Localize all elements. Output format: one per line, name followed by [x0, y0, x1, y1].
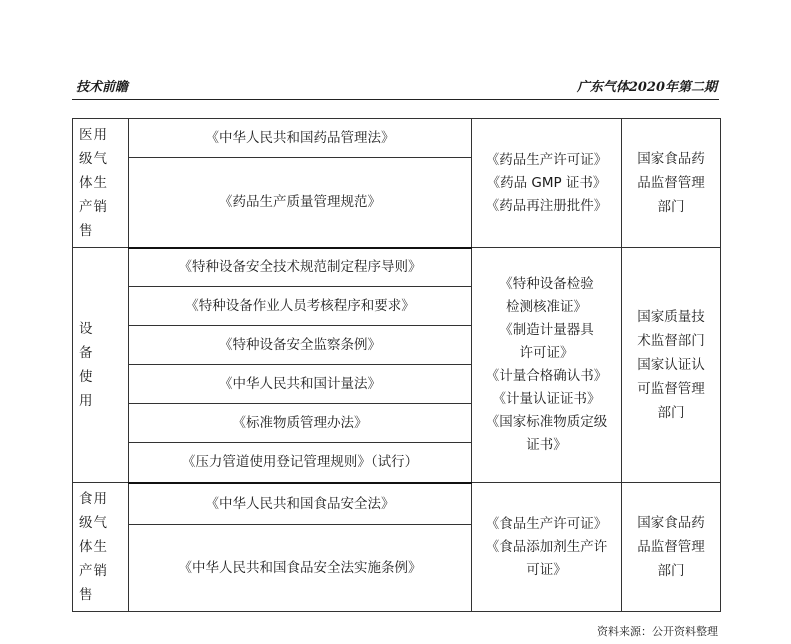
certificate-item: 《国家标准物质定级证书》	[485, 414, 608, 453]
certificate-item: 《特种设备检验检测核准证》	[499, 276, 594, 315]
law-cell: 《中华人民共和国食品安全法实施条例》	[129, 525, 472, 612]
law-cell: 《压力管道使用登记管理规则》（试行）	[129, 443, 472, 483]
law-cell: 《中华人民共和国计量法》	[129, 365, 472, 404]
regulation-table	[72, 118, 721, 612]
certificate-item: 《制造计量器具许可证》	[499, 322, 594, 361]
certificate-cell	[472, 483, 622, 612]
law-cell: 《特种设备安全技术规范制定程序导则》	[129, 248, 472, 287]
category-cell: 医用级气体生产销售	[73, 119, 129, 248]
table-row	[73, 483, 721, 525]
department-cell: 国家食品药品监督管理部门	[622, 119, 721, 248]
certificate-item: 《药品 GMP 证书》	[486, 174, 607, 191]
certificate-cell	[472, 119, 622, 248]
department-cell: 国家食品药品监督管理部门	[622, 483, 721, 612]
journal-issue: 广东气体2020年第二期	[576, 80, 717, 95]
certificate-item: 《药品再注册批件》	[485, 197, 608, 214]
header-rule	[72, 99, 719, 100]
law-cell: 《药品生产质量管理规范》	[129, 157, 472, 247]
certificate-cell	[472, 248, 622, 483]
department-cell: 国家质量技术监督部门国家认证认可监督管理部门	[622, 248, 721, 483]
certificate-item: 《计量认证证书》	[492, 391, 601, 407]
law-cell: 《中华人民共和国药品管理法》	[129, 119, 472, 158]
law-cell: 《特种设备安全监察条例》	[129, 326, 472, 365]
table-row	[73, 248, 721, 287]
category-cell: 设备使用	[73, 248, 129, 483]
certificate-item: 《药品生产许可证》	[485, 151, 608, 168]
certificate-item: 《计量合格确认书》	[485, 368, 608, 384]
certificate-item: 《食品添加剂生产许可证》	[485, 538, 608, 578]
certificate-item: 《食品生产许可证》	[485, 515, 608, 532]
page-header	[72, 74, 719, 96]
law-cell: 《中华人民共和国食品安全法》	[129, 483, 472, 525]
category-cell: 食用级气体生产销售	[73, 483, 129, 612]
law-cell: 《特种设备作业人员考核程序和要求》	[129, 287, 472, 326]
source-note: 资料来源：公开资料整理	[597, 625, 718, 638]
table-row	[73, 119, 721, 158]
section-label: 技术前瞻	[76, 80, 129, 95]
law-cell: 《标准物质管理办法》	[129, 404, 472, 443]
